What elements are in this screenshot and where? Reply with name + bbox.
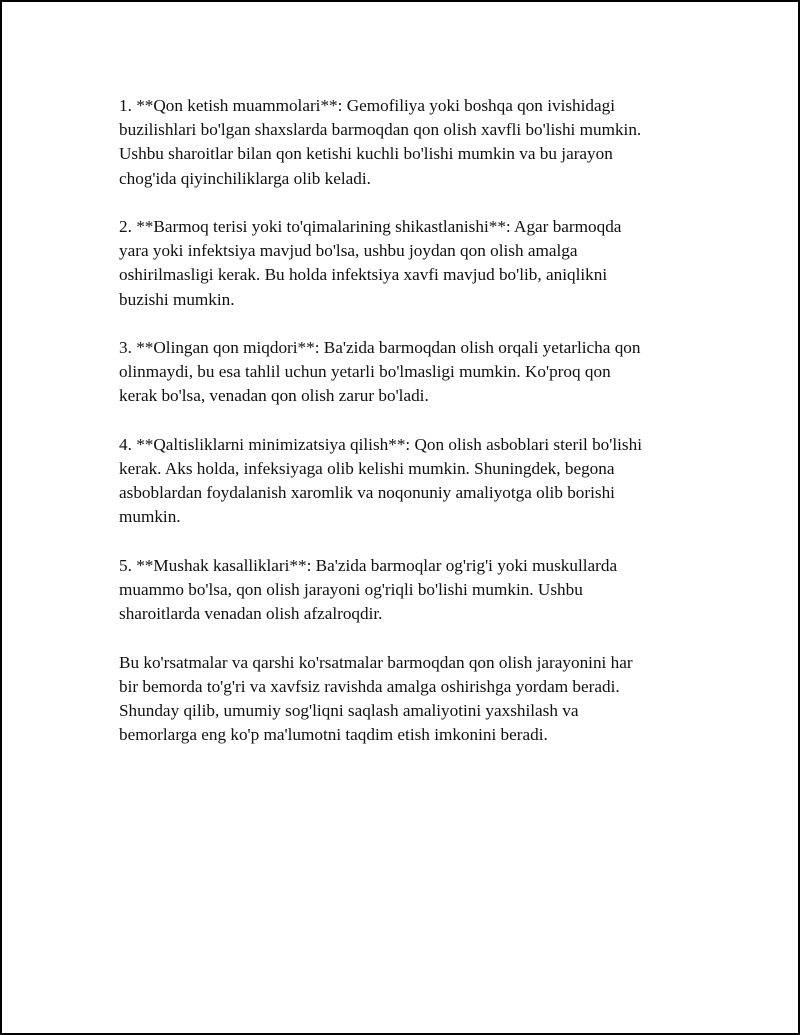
paragraph-minimizing-risks: 4. **Qaltisliklarni minimizatsiya qilish**: Qon olish asboblari steril bo'lishi kerak. Aks holda, infeksiyaga olib kelishi mumkin. Shuningdek, begona asboblardan foydalanish xaromlik va noqonuniy amaliyotga olib borishi mumkin. [119, 434, 642, 527]
document-body [119, 94, 699, 772]
paragraph-blood-amount: 3. **Olingan qon miqdori**: Ba'zida barmoqdan olish orqali yetarlicha qon olinmaydi, bu esa tahlil uchun yetarli bo'lmasligi mumkin. Ko'proq qon kerak bo'lsa, venadan qon olish zarur bo'ladi. [119, 338, 641, 406]
paragraph-muscle-diseases: 5. **Mushak kasalliklari**: Ba'zida barmoqlar og'rig'i yoki muskullarda muammo bo'lsa, qon olish jarayoni og'riqli bo'lishi mumkin. Ushbu sharoitlarda venadan olish afzalroqdir. [119, 555, 618, 624]
paragraph-bleeding-problems: 1. **Qon ketish muammolari**: Gemofiliya yoki boshqa qon ivishidagi buzilishlari bo'lgan shaxslarda barmoqdan qon olish xavfli bo'lishi mumkin. Ushbu sharoitlar bilan qon ketishi kuchli bo'lishi mumkin va bu jarayon chog'ida qiyinchiliklarga olib keladi. [119, 96, 642, 188]
paragraph-conclusion: Bu ko'rsatmalar va qarshi ko'rsatmalar barmoqdan qon olish jarayonini har bir bemorda to'g'ri va xavfsiz ravishda amalga oshirishga yordam beradi. Shunday qilib, umumiy sog'liqni saqlash amaliyotini yaxshilash va bemorlarga eng ko'p ma'lumotni taqdim etish imkonini beradi. [119, 652, 633, 745]
paragraph-skin-damage: 2. **Barmoq terisi yoki to'qimalarining shikastlanishi**: Agar barmoqda yara yoki infektsiya mavjud bo'lsa, ushbu joydan qon olish amalga oshirilmasligi kerak. Bu holda infektsiya xavfi mavjud bo'lib, aniqlikni buzishi mumkin. [119, 217, 622, 309]
